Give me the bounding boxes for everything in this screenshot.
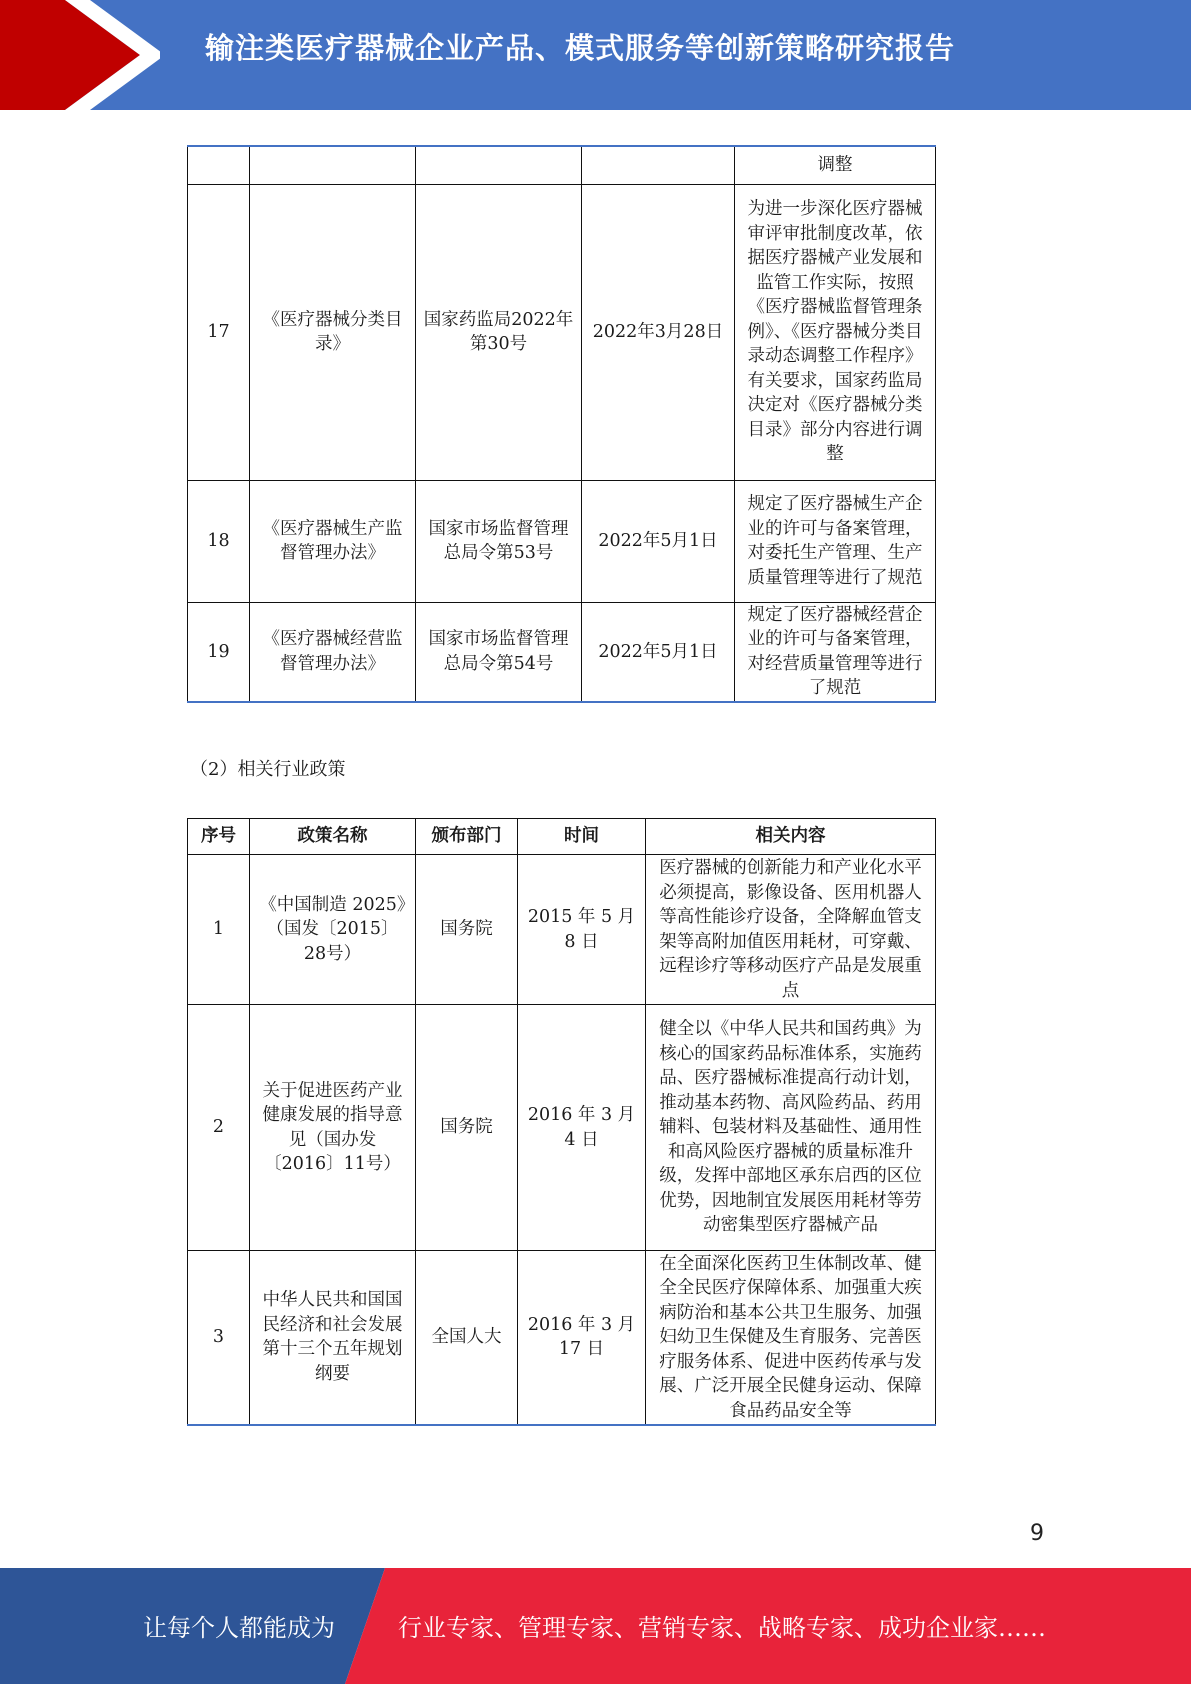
industry-policy-table	[187, 818, 936, 1426]
policy-content: 规定了医疗器械生产企业的许可与备案管理，对委托生产管理、生产质量管理等进行了规范	[735, 480, 936, 602]
issuing-dept: 国家药监局2022年第30号	[416, 184, 582, 480]
policy-name: 《中国制造 2025》（国发〔2015〕28号）	[250, 855, 416, 1005]
issuing-dept: 国务院	[416, 855, 518, 1005]
policy-content: 为进一步深化医疗器械审评审批制度改革，依据医疗器械产业发展和监管工作实际，按照《医疗器械监督管理条例》、《医疗器械分类目录动态调整工作程序》有关要求，国家药监局决定对《医疗器械分类目录》部分内容进行调整	[735, 184, 936, 480]
header-arrow-decoration	[0, 0, 160, 110]
table-cell	[582, 146, 735, 184]
row-number: 19	[188, 602, 250, 702]
issue-date: 2016 年 3 月 17 日	[518, 1251, 646, 1425]
table-cell	[416, 146, 582, 184]
table-row	[188, 602, 936, 702]
report-title: 输注类医疗器械企业产品、模式服务等创新策略研究报告	[205, 31, 956, 65]
issue-date: 2015 年 5 月 8 日	[518, 855, 646, 1005]
table-row	[188, 184, 936, 480]
footer-slogan-left: 让每个人都能成为	[143, 1614, 335, 1642]
policy-name: 中华人民共和国国民经济和社会发展第十三个五年规划纲要	[250, 1251, 416, 1425]
column-header: 时间	[518, 819, 646, 855]
policy-name: 关于促进医药产业健康发展的指导意见（国办发〔2016〕11号）	[250, 1005, 416, 1251]
issuing-dept: 国家市场监督管理总局令第53号	[416, 480, 582, 602]
footer-slogan-right: 行业专家、管理专家、营销专家、战略专家、成功企业家……	[398, 1614, 1046, 1642]
policy-name: 《医疗器械生产监督管理办法》	[250, 480, 416, 602]
issuing-dept: 全国人大	[416, 1251, 518, 1425]
table-row	[188, 1005, 936, 1251]
row-number: 1	[188, 855, 250, 1005]
issue-date: 2022年5月1日	[582, 602, 735, 702]
table-cell	[250, 146, 416, 184]
row-number: 2	[188, 1005, 250, 1251]
policy-name: 《医疗器械分类目录》	[250, 184, 416, 480]
section-heading: （2）相关行业政策	[190, 759, 346, 780]
column-header: 序号	[188, 819, 250, 855]
page-header	[0, 0, 1191, 110]
column-header: 相关内容	[646, 819, 936, 855]
issuing-dept: 国家市场监督管理总局令第54号	[416, 602, 582, 702]
issuing-dept: 国务院	[416, 1005, 518, 1251]
table-row	[188, 1251, 936, 1425]
policy-content: 在全面深化医药卫生体制改革、健全全民医疗保障体系、加强重大疾病防治和基本公共卫生服务、加强妇幼卫生保健及生育服务、完善医疗服务体系、促进中医药传承与发展、广泛开展全民健身运动、保障食品药品安全等	[646, 1251, 936, 1425]
table-cell	[188, 146, 250, 184]
page-footer	[0, 1568, 1191, 1684]
issue-date: 2016 年 3 月 4 日	[518, 1005, 646, 1251]
policy-content: 医疗器械的创新能力和产业化水平必须提高，影像设备、医用机器人等高性能诊疗设备，全降解血管支架等高附加值医用耗材，可穿戴、远程诊疗等移动医疗产品是发展重点	[646, 855, 936, 1005]
row-number: 3	[188, 1251, 250, 1425]
page-number: 9	[1030, 1521, 1044, 1546]
table-cell: 调整	[735, 146, 936, 184]
table-row	[188, 855, 936, 1005]
issue-date: 2022年5月1日	[582, 480, 735, 602]
row-number: 18	[188, 480, 250, 602]
column-header: 颁布部门	[416, 819, 518, 855]
regulations-table-continued	[187, 145, 936, 703]
table-row	[188, 146, 936, 184]
table-header-row	[188, 819, 936, 855]
table-row	[188, 480, 936, 602]
column-header: 政策名称	[250, 819, 416, 855]
issue-date: 2022年3月28日	[582, 184, 735, 480]
policy-content: 健全以《中华人民共和国药典》为核心的国家药品标准体系，实施药品、医疗器械标准提高行动计划，推动基本药物、高风险药品、药用辅料、包装材料及基础性、通用性和高风险医疗器械的质量标准升级，发挥中部地区承东启西的区位优势，因地制宜发展医用耗材等劳动密集型医疗器械产品	[646, 1005, 936, 1251]
row-number: 17	[188, 184, 250, 480]
policy-content: 规定了医疗器械经营企业的许可与备案管理，对经营质量管理等进行了规范	[735, 602, 936, 702]
policy-name: 《医疗器械经营监督管理办法》	[250, 602, 416, 702]
